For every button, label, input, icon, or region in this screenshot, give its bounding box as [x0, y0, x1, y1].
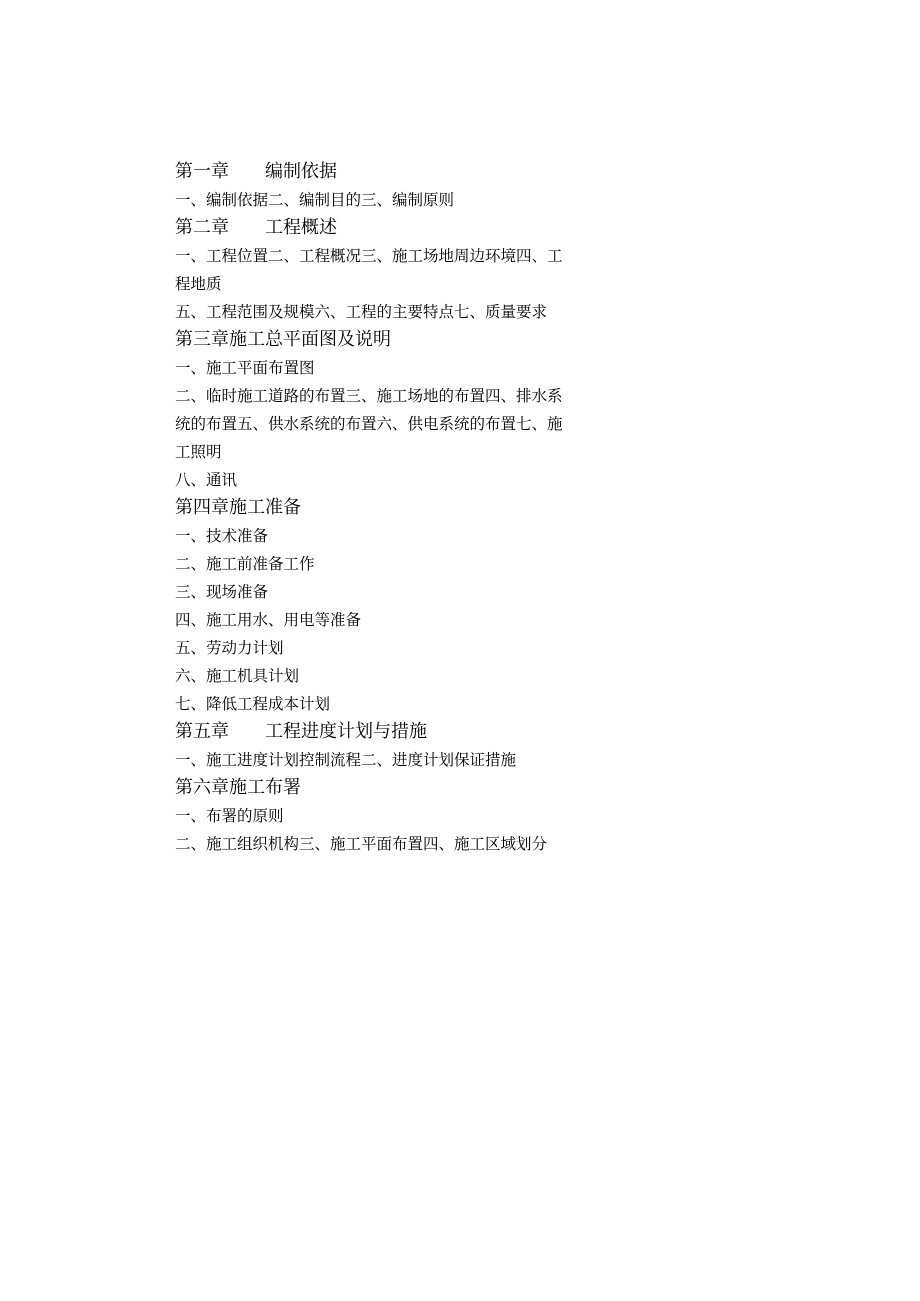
- toc-item: 一、技术准备: [175, 527, 269, 545]
- toc-item: 二、施工组织机构三、施工平面布置四、施工区域划分: [175, 835, 548, 853]
- chapter-heading: [175, 214, 615, 242]
- toc-item: 一、工程位置二、工程概况三、施工场地周边环境四、工: [175, 247, 563, 265]
- toc-item: 三、现场准备: [175, 583, 269, 601]
- toc-item: 六、施工机具计划: [175, 667, 300, 685]
- chapter-title: 工程进度计划与措施: [265, 721, 427, 742]
- chapter-label: 第六章施工布署: [175, 777, 301, 798]
- toc-item: 一、施工平面布置图: [175, 359, 315, 377]
- toc-item: 八、通讯: [175, 471, 238, 489]
- chapter-label: 第三章施工总平面图及说明: [175, 329, 391, 350]
- toc-item: 二、临时施工道路的布置三、施工场地的布置四、排水系: [175, 387, 563, 405]
- chapter-label: 第一章: [175, 161, 229, 182]
- toc-item: 一、布署的原则: [175, 807, 284, 825]
- chapter-heading: [175, 326, 615, 354]
- chapter-heading: [175, 718, 615, 746]
- chapter-heading: [175, 158, 615, 186]
- toc-item: 统的布置五、供水系统的布置六、供电系统的布置七、施: [175, 415, 563, 433]
- toc-item: 五、劳动力计划: [175, 639, 284, 657]
- toc-item: 工照明: [175, 443, 222, 461]
- chapter-title: 工程概述: [265, 217, 337, 238]
- toc-item: 一、编制依据二、编制目的三、编制原则: [175, 191, 455, 209]
- chapter-label: 第二章: [175, 217, 229, 238]
- table-of-contents: [175, 158, 615, 858]
- chapter-heading: [175, 774, 615, 802]
- toc-item: 四、施工用水、用电等准备: [175, 611, 362, 629]
- toc-item: 程地质: [175, 275, 222, 293]
- chapter-label: 第五章: [175, 721, 229, 742]
- toc-item: 二、施工前准备工作: [175, 555, 315, 573]
- toc-item: 五、工程范围及规模六、工程的主要特点七、质量要求: [175, 303, 548, 321]
- chapter-heading: [175, 494, 615, 522]
- toc-item: 一、施工进度计划控制流程二、进度计划保证措施: [175, 751, 517, 769]
- chapter-label: 第四章施工准备: [175, 497, 301, 518]
- chapter-title: 编制依据: [265, 161, 337, 182]
- toc-item: 七、降低工程成本计划: [175, 695, 331, 713]
